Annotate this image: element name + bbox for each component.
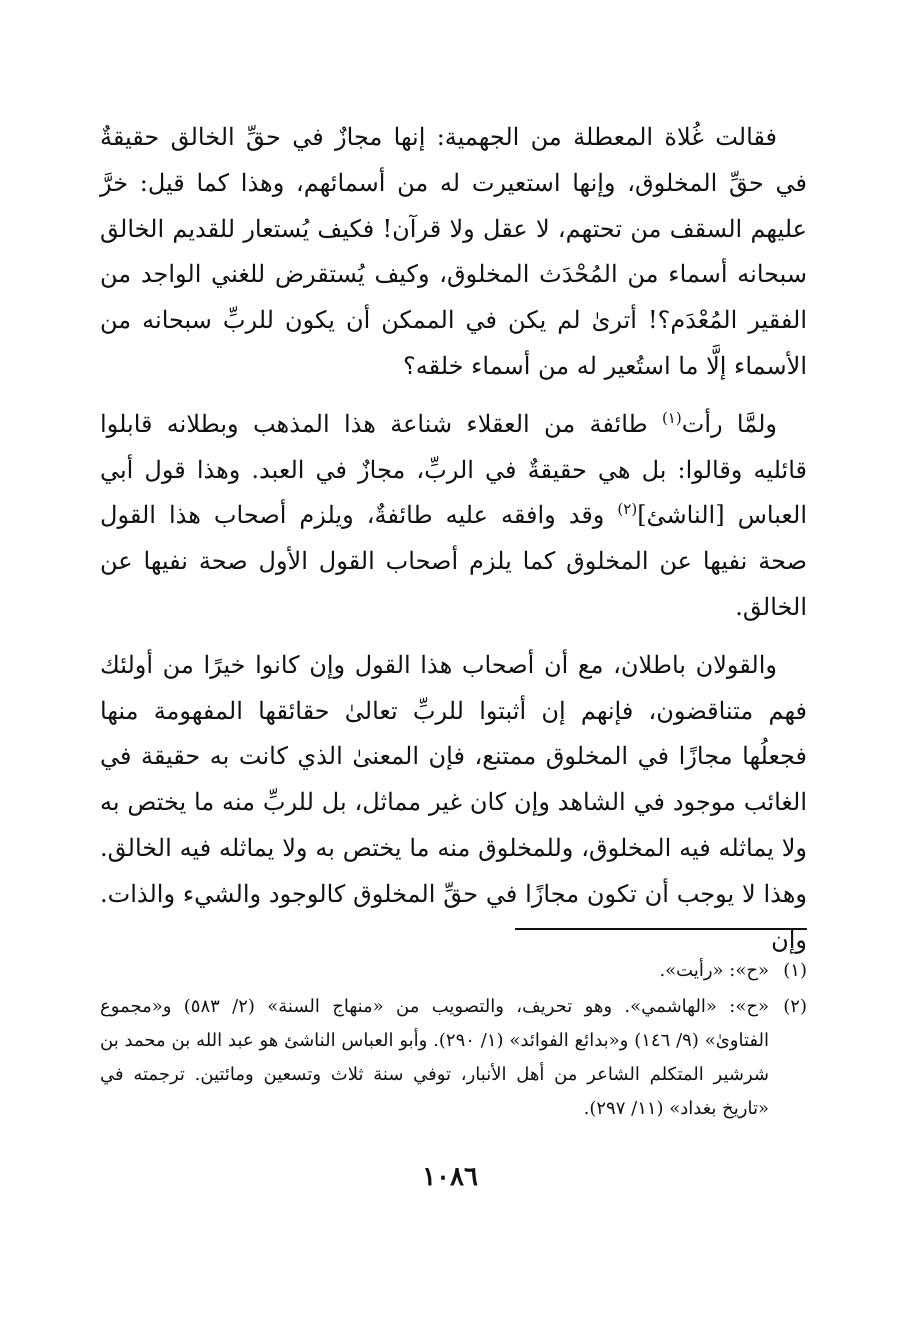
footnote-number: (١) [783, 960, 807, 981]
paragraph-2-closing: وقد وافقه عليه طائفةٌ، ويلزم أصحاب هذا القول صحة نفيها عن المخلوق كما يلزم أصحاب القول الأول صحة نفيها عن الخالق. [100, 501, 807, 621]
footnote-separator [515, 928, 807, 930]
paragraph-2 [100, 402, 807, 631]
main-text [100, 115, 807, 963]
footnote-number: (٢) [783, 996, 807, 1017]
paragraph-2-opening: ولمَّا رأت [681, 409, 777, 438]
paragraph-1: فقالت غُلاة المعطلة من الجهمية: إنها مجازٌ في حقِّ الخالق حقيقةٌ في حقِّ المخلوق، وإنها استعيرت له من أسمائهم، وهذا كما قيل: خرَّ عليهم السقف من تحتهم، لا عقل ولا قرآن! فكيف يُستعار للقديم الخالق سبحانه أسماء من المُحْدَث المخلوق، وكيف يُستقرض للغني الواجد من الفقير المُعْدَم؟! أترىٰ لم يكن في الممكن أن يكون للربِّ سبحانه من الأسماء إلَّا ما استُعير له من أسماء خلقه؟ [100, 123, 808, 380]
paragraph-3: والقولان باطلان، مع أن أصحاب هذا القول وإن كانوا خيرًا من أولئك فهم متناقضون، فإنهم إن أثبتوا للربِّ تعالىٰ حقائقها المفهومة منها فجعلُها مجازًا في المخلوق ممتنع، فإن المعنىٰ الذي كانت به حقيقة في الغائب موجود في الشاهد وإن كان غير مماثل، بل للربِّ منه ما يختص به ولا يماثله فيه المخلوق، وللمخلوق منه ما يختص به ولا يماثله فيه الخالق. وهذا لا يوجب أن تكون مجازًا في حقِّ المخلوق كالوجود والشيء والذات. وإن [100, 650, 807, 954]
footnote-ref-2: (٢) [617, 500, 638, 519]
footnotes [100, 954, 807, 1126]
footnote-text: «ح»: «الهاشمي». وهو تحريف، والتصويب من «منهاج السنة» (٢/ ٥٨٣) و«مجموع الفتاوىٰ» (٩/ ١٤٦) و«بدائع الفوائد» (١/ ٢٩٠). وأبو العباس الناشئ هو عبد الله بن محمد بن شرشير المتكلم الشاعر من أهل الأنبار، توفي سنة ثلاث وتسعين ومائتين. ترجمته في «تاريخ بغداد» (١١/ ٢٩٧). [100, 996, 770, 1119]
footnote-text: «ح»: «رأيت». [659, 960, 769, 981]
footnote-2 [100, 990, 807, 1126]
paragraph-2-middle: طائفة من العقلاء شناعة هذا المذهب وبطلانه قابلوا قائليه وقالوا: بل هي حقيقةٌ في الربِّ، مجازٌ في العبد. وهذا قول أبي العباس [الناشئ] [100, 409, 807, 530]
footnote-1 [100, 954, 807, 988]
footnote-ref-1: (١) [661, 408, 682, 427]
page-number: ١٠٨٦ [422, 1162, 478, 1192]
